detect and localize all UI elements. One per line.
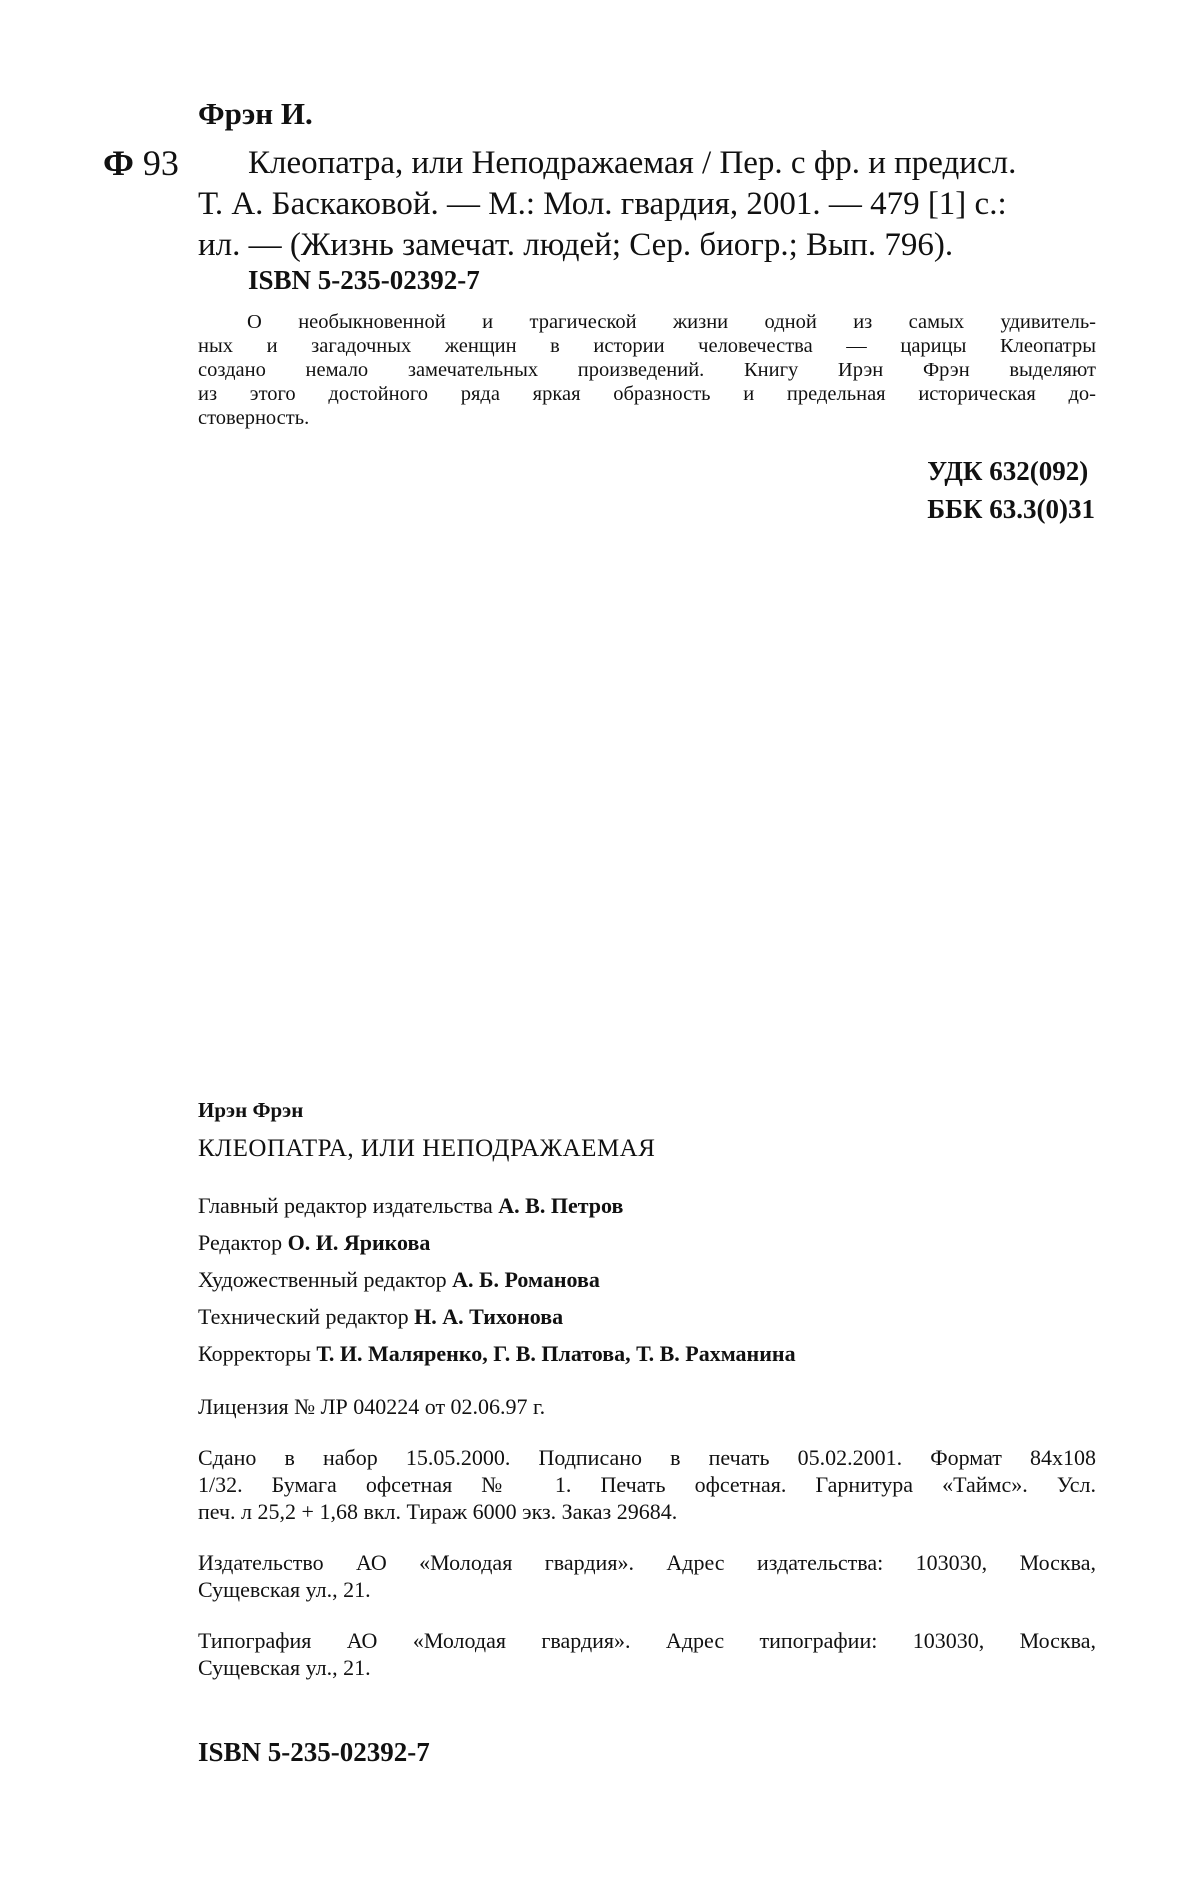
staff-name: А. В. Петров — [498, 1193, 624, 1218]
colophon-author: Ирэн Фрэн — [198, 1098, 304, 1122]
staff-name: Т. И. Маляренко, Г. В. Платова, Т. В. Рахманина — [316, 1341, 796, 1366]
reference-line: Клеопатра, или Неподражаемая / Пер. с фр. и предисл. — [248, 145, 1017, 181]
print-info-line: печ. л 25,2 + 1,68 вкл. Тираж 6000 экз. Заказ 29684. — [198, 1499, 678, 1524]
staff-role: Главный редактор издательства — [198, 1193, 493, 1218]
annotation-line: из этого достойного ряда яркая образность и предельная историческая до- — [198, 383, 1096, 405]
staff-row — [198, 1261, 1096, 1298]
colophon-title: КЛЕОПАТРА, ИЛИ НЕПОДРАЖАЕМАЯ — [198, 1135, 656, 1162]
print-info-line: Сдано в набор 15.05.2000. Подписано в печать 05.02.2001. Формат 84x108 — [198, 1445, 1096, 1470]
printer-info — [198, 1627, 1096, 1681]
license: Лицензия № ЛР 040224 от 02.06.97 г. — [198, 1394, 546, 1419]
staff-row — [198, 1335, 1096, 1372]
staff-row — [198, 1224, 1096, 1261]
staff-row — [198, 1187, 1096, 1224]
catalog-code — [103, 142, 179, 184]
staff-list — [198, 1187, 1096, 1372]
bibliographic-reference — [198, 143, 1118, 266]
annotation — [198, 310, 1096, 430]
staff-role: Редактор — [198, 1230, 283, 1255]
publisher-line: Сущевская ул., 21. — [198, 1577, 371, 1602]
staff-name: О. И. Ярикова — [287, 1230, 431, 1255]
staff-row — [198, 1298, 1096, 1335]
classification-codes — [927, 452, 1095, 528]
printer-line: Сущевская ул., 21. — [198, 1655, 371, 1680]
publisher-line: Издательство АО «Молодая гвардия». Адрес издательства: 103030, Москва, — [198, 1550, 1096, 1575]
card-isbn: ISBN 5-235-02392-7 — [248, 265, 480, 295]
staff-role: Технический редактор — [198, 1304, 409, 1329]
staff-name: А. Б. Романова — [452, 1267, 600, 1292]
catalog-code-number: 93 — [142, 143, 179, 183]
print-info-line: 1/32. Бумага офсетная № 1. Печать офсетная. Гарнитура «Таймс». Усл. — [198, 1472, 1096, 1497]
annotation-line: стоверность. — [198, 407, 310, 429]
reference-line: Т. А. Баскаковой. — М.: Мол. гвардия, 2001. — 479 [1] с.: — [198, 186, 1007, 222]
print-info — [198, 1444, 1096, 1525]
bbk-code: ББК 63.3(0)31 — [927, 494, 1095, 524]
card-author: Фрэн И. — [198, 96, 313, 131]
udk-code: УДК 632(092) — [927, 456, 1089, 486]
reference-line: ил. — (Жизнь замечат. людей; Сер. биогр.; Вып. 796). — [198, 227, 954, 263]
colophon — [198, 1098, 1096, 1681]
printer-line: Типография АО «Молодая гвардия». Адрес типографии: 103030, Москва, — [198, 1628, 1096, 1653]
staff-name: Н. А. Тихонова — [414, 1304, 564, 1329]
staff-role: Корректоры — [198, 1341, 311, 1366]
publisher-info — [198, 1549, 1096, 1603]
colophon-isbn: ISBN 5-235-02392-7 — [198, 1737, 430, 1767]
annotation-line: создано немало замечательных произведений. Книгу Ирэн Фрэн выделяют — [198, 359, 1096, 381]
catalog-code-symbol: Ф — [103, 143, 134, 183]
annotation-line: ных и загадочных женщин в истории человечества — царицы Клеопатры — [198, 335, 1096, 357]
annotation-line: О необыкновенной и трагической жизни одной из самых удивитель- — [247, 311, 1096, 333]
staff-role: Художественный редактор — [198, 1267, 447, 1292]
